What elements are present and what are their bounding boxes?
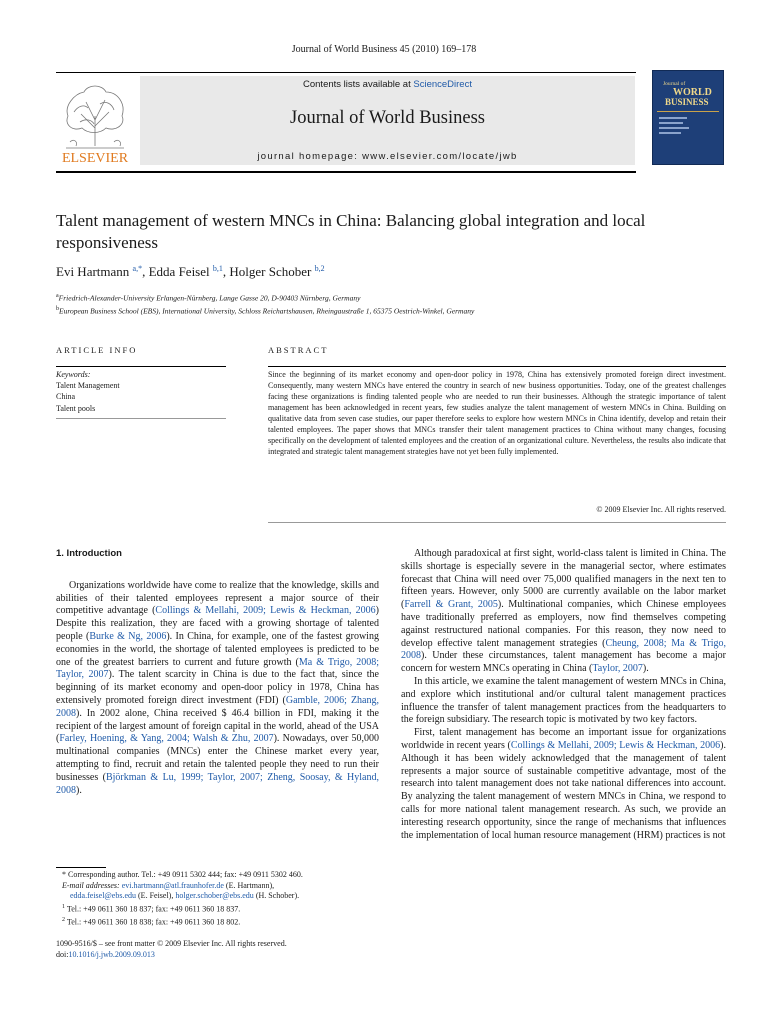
citation-link[interactable]: Burke & Ng, 2006 [89, 630, 167, 642]
footnote-2: $^2$ Tel.: +49 0611 360 18 838; fax: +49 0611 360 18 802. [62, 917, 241, 928]
abstract-text: Since the beginning of its market economy and open-door policy in 1978, China has extensively promoted foreign direct investment. Consequently, many western MNCs have entered the country in search of new business opportunities. Today, one of the greatest challenges facing these organizations is finding talented people who are needed to run their businesses. Although the strategic importance of talent management has been acknowledged in recent years, few studies analyze the talent management of western MNCs in China. Building on qualitative data from seven case studies, our paper therefore seeks to explore how western MNCs in China identify, develop and retain their talented employees. The paper shows that MNCs transfer their talent management practices to China without many changes, focusing specifically on the development of talented employees and the creation of an organizational culture. Nevertheless, the results also indicate that integrated and strategic talent management strategies have not yet been fully implemented. [268, 370, 726, 457]
elsevier-tree-logo [56, 76, 134, 164]
body-paragraph [401, 727, 726, 842]
paragraph-text: Organizations worldwide have come to realize that the knowledge, skills and abilities of their talented employees represent a major source of their competitive advantage ( [56, 579, 379, 617]
section-heading: 1. Introduction [56, 548, 122, 559]
journal-homepage[interactable]: journal homepage: www.elsevier.com/locate/jwb [257, 151, 518, 162]
email-link[interactable]: holger.schober@ebs.edu [175, 891, 254, 901]
affiliation [56, 291, 726, 304]
author-list [56, 264, 325, 280]
journal-cover-thumbnail [652, 70, 724, 165]
citation-link[interactable]: Collings & Mellahi, 2009; Lewis & Heckman, 2006 [155, 605, 376, 617]
article-info-rule [56, 366, 226, 367]
keywords-block [56, 369, 226, 414]
cover-line-1: Journal of [663, 81, 686, 87]
footnote-rule [56, 867, 106, 868]
author-separator: , [142, 264, 149, 279]
sciencedirect-link[interactable]: ScienceDirect [413, 79, 472, 90]
affiliation-marker: b [56, 305, 59, 312]
citation-link[interactable]: Farrell & Grant, 2005 [404, 599, 498, 611]
body-column-left [56, 548, 379, 797]
email-link[interactable]: edda.feisel@ebs.edu [70, 891, 137, 901]
affiliation-text: Friedrich-Alexander-University Erlangen-Nürnberg, Lange Gasse 20, D-90403 Nürnberg, Germany [58, 293, 361, 303]
paragraph-text: ). [642, 663, 649, 675]
author-name[interactable]: Holger Schober [229, 264, 312, 279]
citation-link[interactable]: Collings & Mellahi, 2009; Lewis & Heckman, 2006 [510, 739, 721, 751]
keyword: Talent Management [56, 381, 120, 391]
article-info-bottom-rule [56, 418, 226, 419]
citation-link[interactable]: Ma & Trigo, 2008; Taylor, 2007 [56, 656, 380, 681]
citation-link[interactable]: Gamble, 2006; Zhang, 2008 [56, 694, 379, 719]
affiliation-text: European Business School (EBS), International University, Schloss Reichartshausen, Rheingaustraße 1, 65375 Oestrich-Winkel, Germany [59, 306, 475, 315]
email-owner: (E. Hartmann), [223, 880, 275, 890]
paragraph-text: In this article, we examine the talent management of western MNCs in China, and explore which institutional and/or cultural talent management practices influence the transfer of talent management practices from the headquarters to the foreign subsidiary. The research topic is motivated by two key factors. [401, 675, 726, 726]
footnote-corresponding: * Corresponding author. Tel.: +49 0911 5302 444; fax: +49 0911 5302 460. [62, 870, 303, 879]
body-paragraph [401, 548, 726, 676]
body-column-right [401, 548, 726, 842]
citation-link[interactable]: Taylor, 2007 [592, 663, 643, 675]
author-name[interactable]: Edda Feisel [148, 264, 210, 279]
keywords-label: Keywords: [56, 370, 91, 379]
paragraph-text: ). Nowadays, over 50,000 multinational companies (MNCs) enter the Chinese market every year, attempting to find, recruit and retain the talented people they need to run their businesses ( [56, 733, 380, 783]
article-info-label: ARTICLE INFO [56, 345, 138, 355]
contents-prefix: Contents lists available at [303, 79, 414, 90]
paragraph-text: ) Despite this realization, they are faced with a growing shortage of talented people ( [56, 605, 379, 642]
keyword: China [56, 392, 76, 402]
issn-line: 1090-9516/$ – see front matter © 2009 Elsevier Inc. All rights reserved. [56, 939, 287, 948]
footnote-1: $^1$ Tel.: +49 0611 360 18 837; fax: +49 0611 360 18 837. [62, 904, 241, 914]
journal-name: Journal of World Business [290, 108, 485, 128]
paragraph-text: ). [76, 784, 82, 796]
footnotes [56, 870, 379, 929]
masthead-top-rule [56, 72, 636, 73]
abstract-copyright: © 2009 Elsevier Inc. All rights reserved. [596, 505, 726, 514]
doi-prefix: doi: [56, 950, 69, 959]
paragraph-text: ). In 2002 alone, China received $ 46.4 billion in FDI, making it the recipient of the largest amount of foreign capital in the world, ahead of the USA ( [56, 707, 379, 745]
author-affil-marker[interactable]: a,* [132, 264, 143, 273]
front-matter [56, 938, 379, 960]
elsevier-logo-text: ELSEVIER [61, 151, 129, 164]
citation-link[interactable]: Cheung, 2008; Ma & Trigo, 2008 [401, 637, 726, 662]
paragraph-text: ). Multinational companies, which Chinese employees have traditionally preferred as employers, now find themselves competing against restructured national companies. For this reason, they now need to develop effective talent management strategies ( [401, 599, 726, 649]
author-separator: , [222, 264, 230, 279]
affiliation [56, 304, 726, 317]
email-label: E-mail addresses: [62, 880, 122, 890]
doi-link[interactable]: 10.1016/j.jwb.2009.09.013 [68, 950, 155, 959]
paragraph-text: First, talent management has become an important issue for organizations worldwide in recent years ( [401, 727, 726, 751]
masthead-bottom-rule [56, 171, 636, 173]
cover-line-3: BUSINESS [665, 97, 709, 107]
citation-link[interactable]: Farley, Hoening, & Yang, 2004; Walsh & Zhu, 2007 [59, 733, 274, 745]
body-paragraph [56, 580, 379, 798]
affiliation-marker: a [56, 293, 59, 299]
paragraph-text: ). Although it has been widely acknowledged that the management of talent represents a major source of sustainable competitive advantage, most of the research into talent management does not take national differences into account. By analyzing the talent management of western MNCs in China, we respond to calls for more national talent management research. As such, we provide an interesting research opportunity, since the range of mechanisms that influences the implementation of local human resource management (HRM) practices is not [401, 739, 726, 841]
doi-line [56, 949, 379, 960]
paragraph-text: Although paradoxical at first sight, world-class talent is limited in China. The skills shortage is especially severe in the managerial sector, where estimates forecast that China will need over 75,000 qualified managers in the next ten to fifteen years. However, only 5000 are currently available on the labor market ( [401, 548, 726, 611]
footnote-text: Tel.: +49 0611 360 18 838; fax: +49 0611 360 18 802. [66, 918, 241, 928]
affiliations [56, 291, 726, 316]
paragraph-text: ). In China, for example, one of the fastest growing economies in the world, the shortage of talented employees is predicted to be one of the greatest barriers to current and future growth ( [56, 630, 379, 668]
author-affil-marker[interactable]: b,1 [212, 264, 223, 273]
citation-link[interactable]: Björkman & Lu, 1999; Taylor, 2007; Zheng, Soosay, & Hyland, 2008 [56, 771, 379, 796]
cover-line-2: WORLD [673, 87, 712, 98]
journal-reference: Journal of World Business 45 (2010) 169–178 [291, 44, 477, 55]
email-link[interactable]: evi.hartmann@atl.fraunhofer.de [121, 880, 224, 890]
body-paragraph [401, 676, 726, 727]
email-owner: (H. Schober). [253, 891, 300, 901]
paragraph-text: ). The talent scarcity in China is due to the fact that, since the beginning of its market economy and open-door policy in 1978, China has extensively promoted foreign direct investment (FDI) ( [56, 669, 379, 706]
article-title: Talent management of western MNCs in China: Balancing global integration and local responsiveness [56, 211, 646, 252]
footnote-emails [56, 881, 379, 902]
abstract-label: ABSTRACT [268, 345, 329, 355]
footnote-text: Tel.: +49 0611 360 18 837; fax: +49 0611 360 18 837. [66, 904, 241, 914]
abstract-rule [268, 366, 726, 367]
author-name[interactable]: Evi Hartmann [56, 264, 130, 279]
keyword: Talent pools [56, 403, 96, 413]
paragraph-text: ). Under these circumstances, talent management has become a major concern for western MNCs operating in China ( [401, 650, 726, 675]
abstract-bottom-rule [268, 522, 726, 523]
author-affil-marker[interactable]: b,2 [314, 264, 325, 273]
contents-line [140, 79, 635, 90]
email-owner: (E. Feisel), [136, 891, 176, 901]
